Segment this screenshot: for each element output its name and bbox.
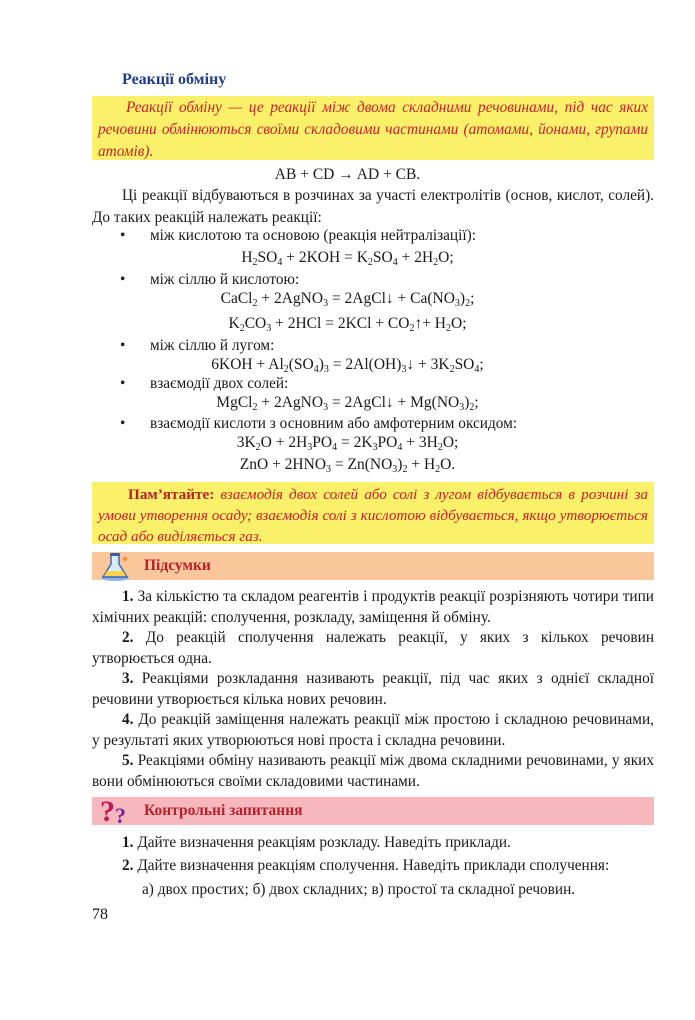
definition-text: Реакції обміну — це реакції між двома складними речовинами, під час яких речовини обмінюються своїми складовими частинами (атомами, йонами, групами атомів). bbox=[98, 99, 648, 160]
equation-4: $6KOH + Al_2(SO_4)_3$ = $2Al(OH)_3↓ + 3K_2SO_4$; bbox=[211, 356, 484, 375]
general-equation: AB + CD → AD + CB. bbox=[274, 166, 421, 183]
question-item bbox=[122, 856, 609, 876]
summary-item bbox=[92, 709, 654, 751]
item-number: 2. bbox=[122, 629, 134, 646]
bullet-dot: • bbox=[120, 337, 126, 354]
item-text: Дайте визначення реакціям розкладу. Наведіть приклади. bbox=[137, 834, 511, 851]
summary-item bbox=[92, 750, 654, 792]
remember-label: Пам’ятайте: bbox=[128, 486, 215, 503]
svg-text:?: ? bbox=[100, 795, 115, 827]
flask-icon bbox=[98, 552, 132, 582]
bullet-dot: • bbox=[120, 415, 126, 432]
bullet-dot: • bbox=[120, 227, 126, 244]
remember-text: взаємодія двох солей або солі з лугом відбувається в розчині за умови утворення осаду; взаємодія солі з кислотою відбувається, якщо утворюється осад або виділяється газ. bbox=[98, 486, 649, 545]
equation-7: ZnO + $2HNO_3 = Zn(NO_3)_2 + H_2O$. bbox=[239, 456, 456, 475]
item-number: 1. bbox=[122, 588, 134, 605]
equation-3: $K_2CO_3 + 2HCl = 2KCl$ + $CO_2↑+ H_2O$; bbox=[228, 315, 467, 334]
section-heading: Реакції обміну bbox=[122, 71, 227, 88]
bullet-text: між кислотою та основою (реакція нейтралізації): bbox=[150, 227, 476, 244]
item-text: Реакціями обміну називають реакції між двома складними речовинами, у яких вони обмінюються своїми складовими частинами. bbox=[92, 752, 654, 790]
equation-5: MgCl$_2$ + 2AgNO$_3$ = 2AgCl↓ + $Mg(NO_3)_2$; bbox=[216, 394, 479, 413]
svg-text:?: ? bbox=[115, 803, 126, 827]
question-marks-icon bbox=[98, 793, 134, 827]
item-text: До реакцій заміщення належать реакції між простою і складною речовинами, у результаті яких утворюються нові проста і складна речовини. bbox=[92, 711, 654, 749]
definition-box bbox=[92, 96, 654, 160]
page-number: 78 bbox=[92, 906, 108, 923]
item-text: Реакціями розкладання називають реакції, під час яких з однієї складної речовини утворюється кілька нових речовин. bbox=[92, 670, 654, 708]
equation-6: $3K_2O + 2H_3PO_4 = 2K_3PO_4 + 3H_2O$; bbox=[236, 434, 459, 453]
remember-paragraph bbox=[92, 482, 654, 547]
item-number: 3. bbox=[122, 670, 134, 687]
summary-band bbox=[92, 552, 654, 580]
item-number: 5. bbox=[122, 752, 134, 769]
bullet-dot: • bbox=[120, 271, 126, 288]
remember-box bbox=[92, 482, 654, 544]
bullet-dot: • bbox=[120, 375, 126, 392]
intro-paragraph: Ці реакції відбуваються в розчинах за участі електролітів (основ, кислот, солей). До таких реакцій належать реакції: bbox=[92, 187, 654, 226]
question-item bbox=[122, 833, 511, 853]
bullet-text: взаємодії кислоти з основним або амфотерним оксидом: bbox=[150, 415, 518, 432]
item-text: До реакцій сполучення належать реакції, у яких з кількох речовин утворюється одна. bbox=[92, 629, 654, 667]
bullet-text: між сіллю й лугом: bbox=[150, 337, 275, 354]
question-subitems: а) двох простих; б) двох складних; в) простої та складної речовин. bbox=[142, 881, 576, 898]
item-number: 4. bbox=[122, 711, 134, 728]
item-text: За кількістю та складом реагентів і продуктів реакції розрізняють чотири типи хімічних реакцій: сполучення, розкладу, заміщення й обміну. bbox=[92, 588, 654, 626]
item-text: Дайте визначення реакціям сполучення. Наведіть приклади сполучення: bbox=[137, 857, 610, 874]
equation-2: CaCl$_2$ + 2AgNO$_3$ = 2AgCl↓ + $Ca(NO_3)_2$; bbox=[220, 290, 475, 309]
bullet-text: взаємодії двох солей: bbox=[150, 375, 289, 392]
summary-item bbox=[92, 627, 654, 669]
summary-item bbox=[92, 586, 654, 628]
questions-title: Контрольні запитання bbox=[144, 802, 303, 819]
item-number: 2. bbox=[122, 857, 134, 874]
bullet-text: між сіллю й кислотою: bbox=[150, 271, 300, 288]
summary-title: Підсумки bbox=[144, 557, 211, 574]
equation-1: $H_2SO_4 + 2KOH = K_2SO_4 + 2H_2O$; bbox=[241, 249, 454, 268]
summary-item bbox=[92, 668, 654, 710]
questions-band bbox=[92, 797, 654, 825]
item-number: 1. bbox=[122, 834, 134, 851]
